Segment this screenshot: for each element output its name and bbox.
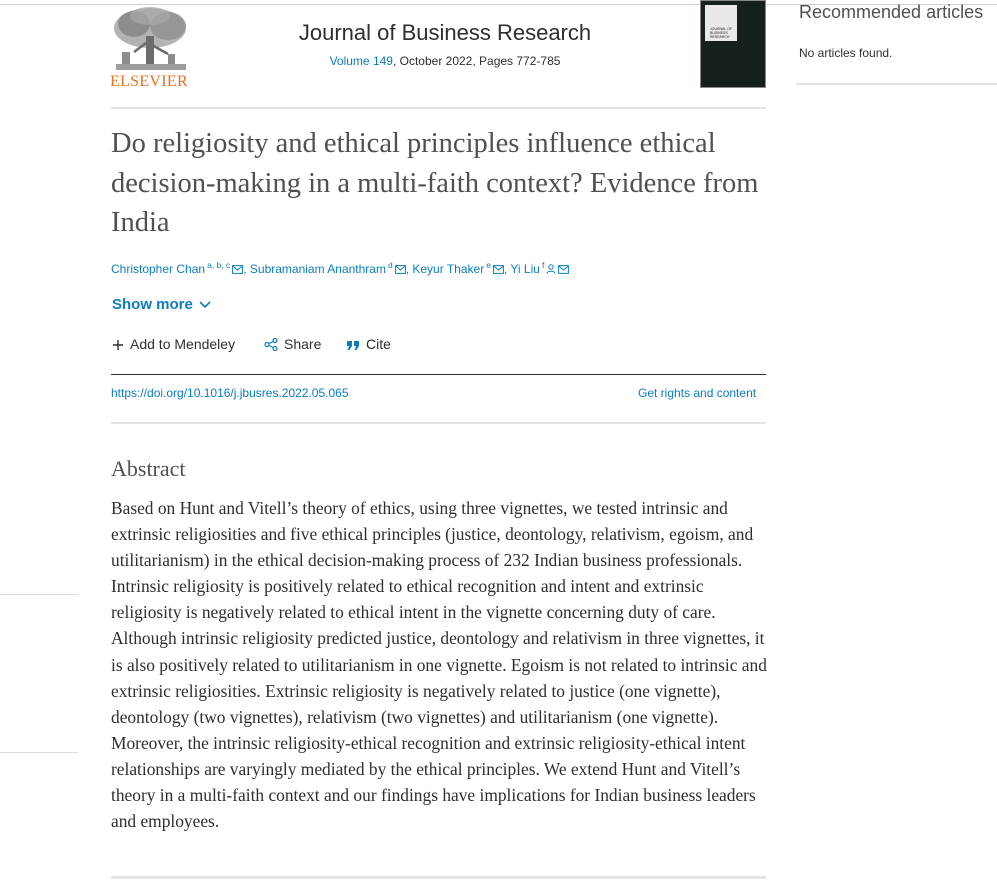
cover-label: JOURNAL OF BUSINESS RESEARCH	[710, 27, 733, 39]
author-name: Christopher Chan	[111, 262, 206, 276]
author-link[interactable]	[412, 262, 504, 276]
author-link[interactable]	[250, 262, 406, 276]
chevron-down-icon	[199, 301, 211, 309]
author-name: Subramaniam Ananthram	[249, 262, 386, 276]
get-rights-link[interactable]: Get rights and content	[638, 386, 757, 400]
recommended-empty-message: No articles found.	[799, 46, 893, 60]
recommended-divider	[796, 83, 997, 85]
author-affiliation: a, b, c	[207, 260, 231, 270]
show-more-button[interactable]	[112, 296, 211, 313]
quote-icon	[346, 340, 360, 351]
actions-divider	[111, 374, 766, 375]
cover-label-panel	[705, 5, 737, 41]
author-affiliation: e	[486, 260, 491, 270]
mail-icon	[558, 263, 569, 277]
abstract-text: Based on Hunt and Vitell’s theory of ethics, using three vignettes, we tested intrinsic and extrinsic religiosities and five ethical principles (justice, deontology, relativism, egoism, and utilitarianism) in the ethical decision-making process of 232 Indian business professionals. Intrinsic religiosity is positively related to ethical recognition and intent and extrinsic religiosity is negatively related to ethical intent in the vignette concerning duty of care. Although intrinsic religiosity predicted justice, deontology and relativism in three vignettes, it is also positively related to utilitarianism in one vignette. Egoism is not related to intrinsic and extrinsic religiosities. Extrinsic religiosity is negatively related to justice (one vignette), deontology (two vignettes), relativism (two vignettes) and utilitarianism (one vignette). Moreover, the intrinsic religiosity-ethical recognition and extrinsic religiosity-ethical intent relationships are varyingly mediated by the ethical principles. We extend Hunt and Vitell’s theory in a multi-faith context and our findings have implications for Indian business leaders and employees.	[111, 498, 767, 832]
doi-divider	[111, 422, 766, 424]
abstract-divider	[111, 876, 766, 879]
doi-link[interactable]: https://doi.org/10.1016/j.jbusres.2022.05.065	[111, 386, 349, 400]
author-separator: ,	[503, 262, 511, 276]
author-name: Yi Liu	[510, 262, 540, 276]
person-icon	[546, 263, 556, 277]
author-affiliation: f	[541, 260, 545, 270]
show-more-label: Show more	[112, 296, 193, 313]
author-list	[111, 260, 569, 277]
author-link[interactable]	[510, 262, 569, 276]
recommended-articles-heading: Recommended articles	[799, 2, 984, 22]
mail-icon	[493, 263, 504, 277]
author-separator: ,	[405, 262, 413, 276]
cite-button[interactable]	[346, 336, 391, 352]
journal-issue-info	[285, 54, 605, 68]
author-affiliation: d	[387, 260, 393, 270]
plus-icon	[112, 339, 124, 351]
mail-icon	[232, 263, 243, 277]
mendeley-label: Add to Mendeley	[130, 336, 236, 352]
author-name: Keyur Thaker	[412, 262, 485, 276]
abstract-heading: Abstract	[111, 456, 186, 481]
left-sidebar-divider	[0, 594, 78, 595]
cite-label: Cite	[366, 336, 391, 352]
author-separator: ,	[243, 262, 250, 276]
issue-details: , October 2022, Pages 772-785	[392, 54, 561, 68]
mail-icon	[395, 263, 406, 277]
left-sidebar-divider	[0, 752, 78, 753]
volume-link[interactable]: Volume 149	[329, 54, 393, 68]
add-to-mendeley-button[interactable]	[112, 336, 235, 352]
publisher-name: ELSEVIER	[110, 73, 188, 90]
journal-cover-thumbnail[interactable]	[700, 0, 766, 88]
share-button[interactable]	[264, 336, 321, 352]
header-divider	[111, 107, 766, 109]
article-title: Do religiosity and ethical principles influence ethical decision-making in a multi-faith context? Evidence from India	[111, 128, 759, 238]
journal-title-link[interactable]: Journal of Business Research	[298, 20, 592, 45]
author-link[interactable]	[111, 262, 243, 276]
share-label: Share	[284, 336, 322, 352]
share-icon	[264, 338, 278, 351]
